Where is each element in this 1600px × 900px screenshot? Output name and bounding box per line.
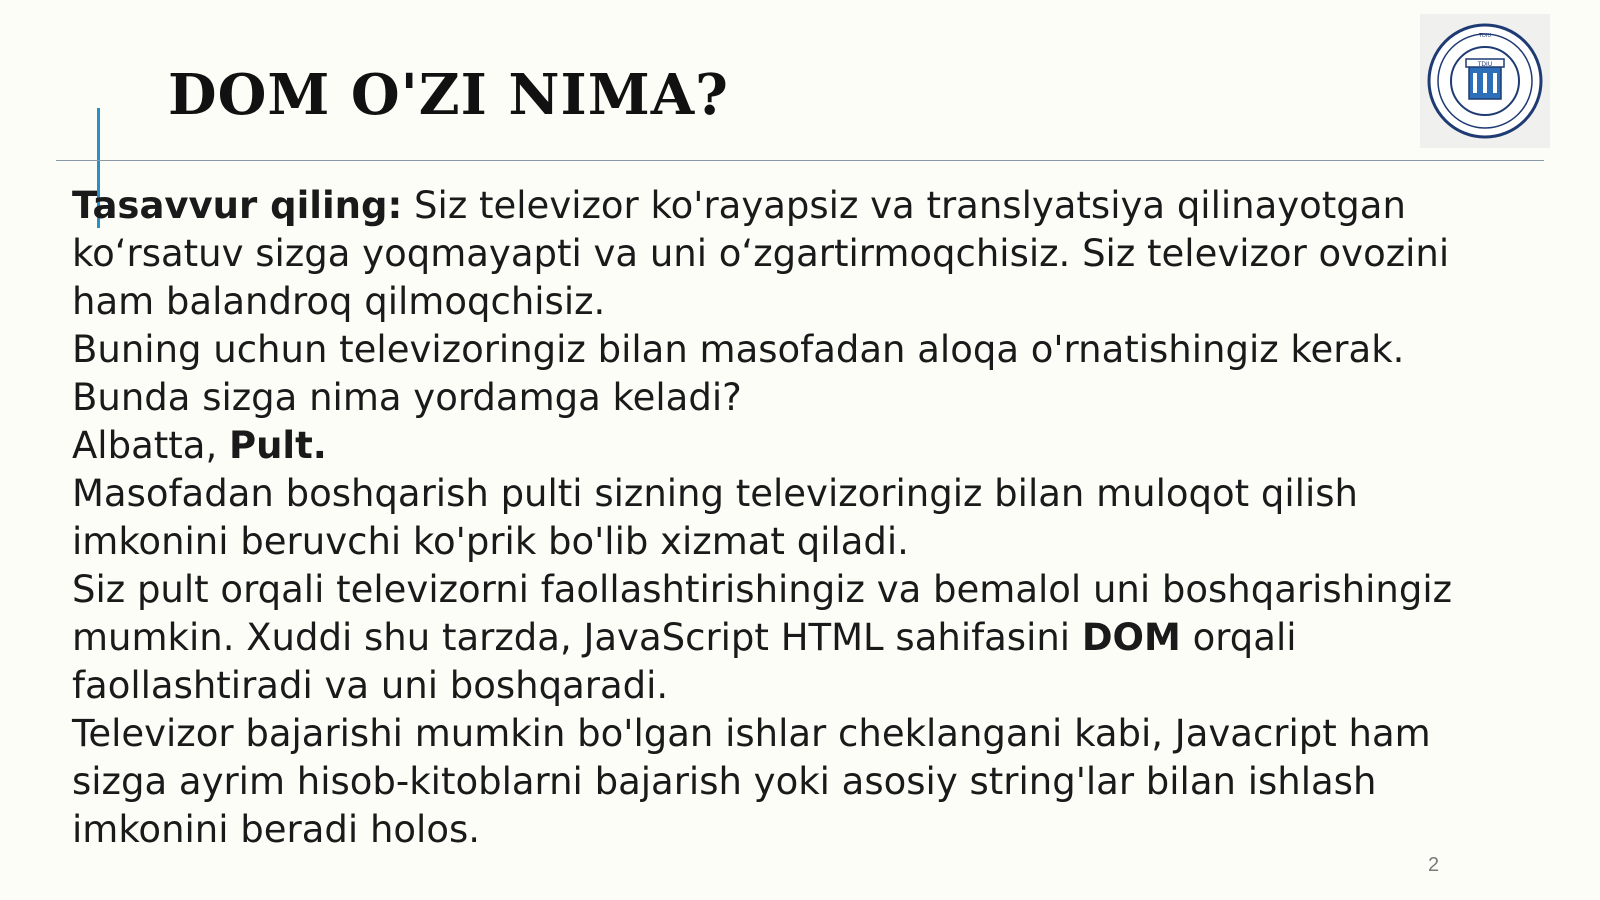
paragraph-answer xyxy=(72,422,1492,470)
university-seal-icon xyxy=(1420,14,1550,148)
dom-text-a: Siz pult orqali televizorni faollashtirishingiz va bemalol uni boshqarishingiz mumkin. Xuddi shu tarzda, JavaScript HTML sahifasini xyxy=(72,568,1453,659)
answer-bold: Pult. xyxy=(228,424,327,467)
slide-body xyxy=(72,182,1492,854)
page-number: 2 xyxy=(1428,854,1440,876)
paragraph-intro xyxy=(72,182,1492,326)
paragraph-limits: Televizor bajarishi mumkin bo'lgan ishlar cheklangani kabi, Javacript ham sizga ayrim hisob-kitoblarni bajarish yoki asosiy string'lar bilan ishlash imkonini beradi holos. xyxy=(72,712,1431,851)
paragraph-bridge: Masofadan boshqarish pulti sizning televizoringiz bilan muloqot qilish imkonini beruvchi ko'prik bo'lib xizmat qiladi. xyxy=(72,472,1358,563)
answer-text: Albatta, xyxy=(72,424,229,467)
title-divider xyxy=(56,160,1544,161)
intro-text: Siz televizor ko'rayapsiz va translyatsiya qilinayotgan ko‘rsatuv sizga yoqmayapti va uni o‘zgartirmoqchisiz. Siz televizor ovozini ham balandroq qilmoqchisiz. xyxy=(72,184,1450,323)
seal-text: TDIU xyxy=(1477,61,1493,68)
seal-top-text: TDIU xyxy=(1478,33,1492,39)
paragraph-dom xyxy=(72,566,1492,710)
slide-title: DOM O'ZI NIMA? xyxy=(168,62,729,128)
dom-bold: DOM xyxy=(1081,616,1181,659)
intro-bold: Tasavvur qiling: xyxy=(72,184,403,227)
dom-text-b: orqali faollashtiradi va uni boshqaradi. xyxy=(72,616,1297,707)
paragraph-remote: Buning uchun televizoringiz bilan masofadan aloqa o'rnatishingiz kerak. xyxy=(72,328,1405,371)
university-seal-graphic xyxy=(1425,21,1545,141)
paragraph-question: Bunda sizga nima yordamga keladi? xyxy=(72,376,742,419)
